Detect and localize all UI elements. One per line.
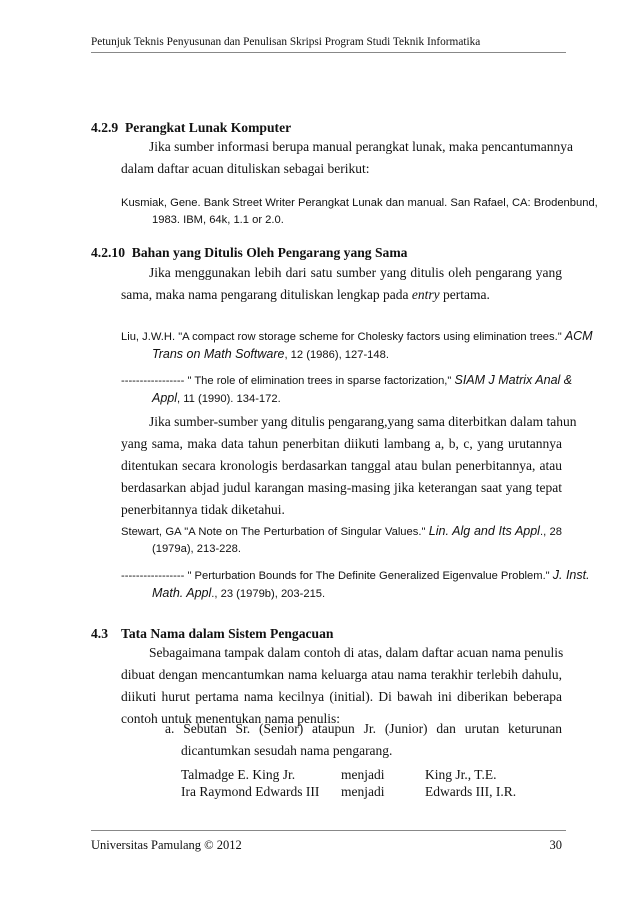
paragraph: Sebagaimana tampak dalam contoh di atas, dalam daftar acuan nama penulis dibuat dengan mencantumkan nama keluarga atau nama terakhir terlebih dahulu, diikuti hurut pertama nama kecilnya (initial). Di bawah ini diberikan beberapa contoh untuk menentukan nama penulis:	[121, 645, 564, 726]
reference-entry: Stewart, GA "A Note on The Perturbation of Singular Values." Lin. Alg and Its Appl., 28 (1979a), 213-228.	[121, 524, 562, 555]
reference-entry: Liu, J.W.H. "A compact row storage scheme for Cholesky factors using elimination trees." ACM Trans on Math Software, 12 (1986), 127-148.	[121, 329, 593, 361]
running-header: Petunjuk Teknis Penyusunan dan Penulisan Skripsi Program Studi Teknik Informatika	[91, 36, 481, 48]
section-number: 4.2.10	[91, 245, 125, 260]
section-number: 4.2.9	[91, 120, 119, 135]
table-row: Ira Raymond Edwards III menjadi Edwards III, I.R.	[181, 784, 517, 799]
paragraph: Jika sumber-sumber yang ditulis pengarang,yang sama diterbitkan dalam tahun yang sama, maka data tahun penerbitan diikuti lambang a, b, c, yang urutannya ditentukan secara kronologis berdasarkan tanggal atau bulan penerbitannya, atau berdasarkan abjad judul karangan masing-masing jika keterangan saat yang tepat penerbitannya tidak diketahui.	[121, 414, 577, 517]
section-title: Perangkat Lunak Komputer	[124, 120, 292, 135]
section-number: 4.3	[91, 626, 108, 641]
list-item: a. Sebutan Sr. (Senior) ataupun Jr. (Junior) dan urutan keturunan dicantumkan sesudah nama pengarang.	[165, 721, 562, 758]
section-title: Bahan yang Ditulis Oleh Pengarang yang Sama	[131, 245, 408, 260]
header-rule	[91, 52, 566, 53]
page-number: 30	[549, 838, 562, 852]
reference-entry: ----------------- " The role of elimination trees in sparse factorization," SIAM J Matrix Anal & Appl, 11 (1990). 134-172.	[121, 373, 573, 405]
paragraph: Jika menggunakan lebih dari satu sumber yang ditulis oleh pengarang yang sama, maka nama pengarang dituliskan lengkap pada entry pertama.	[121, 265, 562, 302]
table-row: Talmadge E. King Jr. menjadi King Jr., T.E.	[181, 767, 497, 782]
example-table	[181, 764, 561, 808]
section-4-2-10-heading	[91, 245, 407, 261]
section-4-2-9-heading	[91, 120, 291, 136]
paragraph: Jika sumber informasi berupa manual perangkat lunak, maka pencantumannya dalam daftar acuan dituliskan sebagai berikut:	[121, 139, 573, 176]
footer-rule	[91, 830, 566, 831]
footer-institution: Universitas Pamulang © 2012	[91, 838, 242, 852]
section-4-3-heading	[91, 626, 334, 642]
reference-entry: ----------------- " Perturbation Bounds for The Definite Generalized Eigenvalue Problem." J. Inst. Math. Appl., 23 (1979b), 203-215.	[121, 568, 590, 600]
section-title: Tata Nama dalam Sistem Pengacuan	[121, 626, 334, 641]
reference-entry: Kusmiak, Gene. Bank Street Writer Perangkat Lunak dan manual. San Rafael, CA: Brodenbund, 1983. IBM, 64k, 1.1 or 2.0.	[121, 197, 598, 226]
